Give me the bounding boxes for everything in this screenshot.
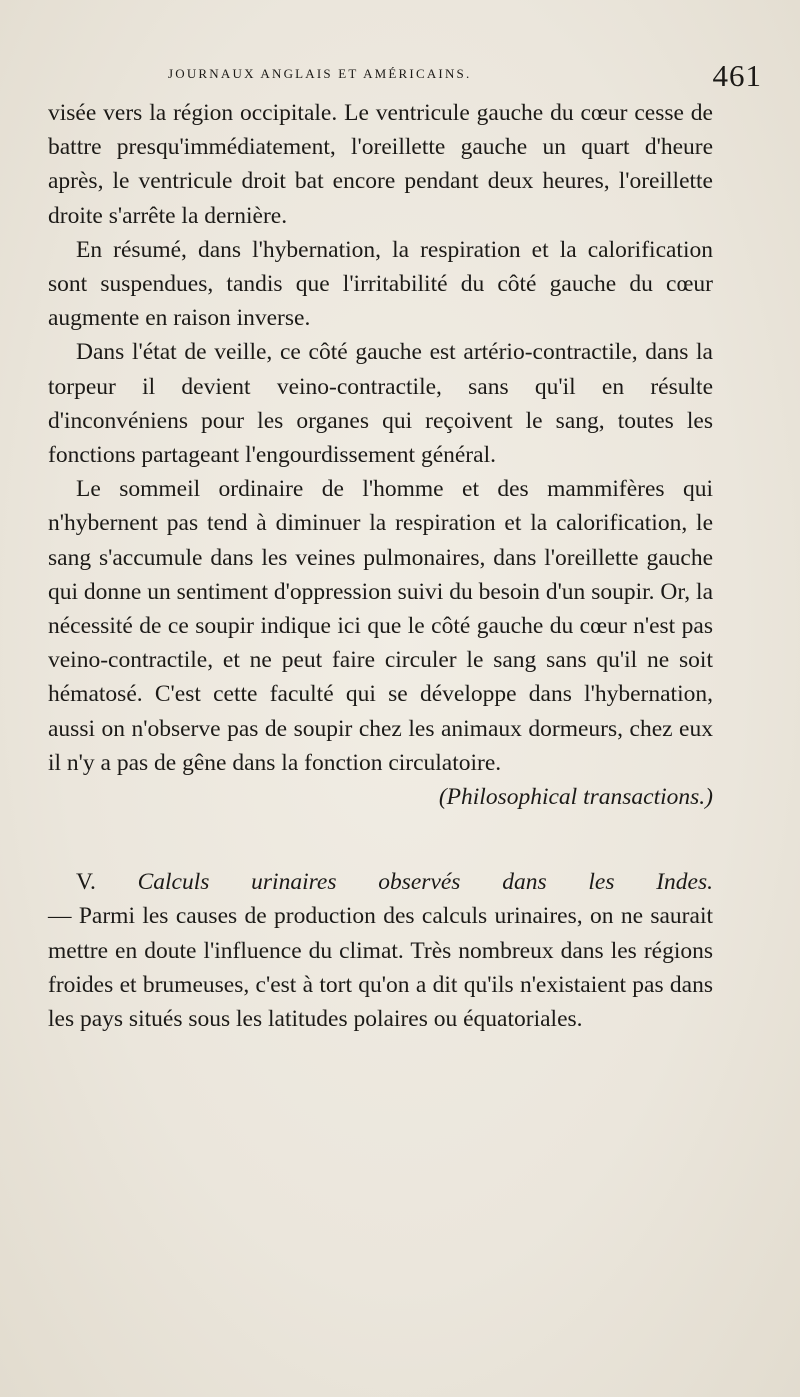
running-head: JOURNAUX ANGLAIS ET AMÉRICAINS.: [168, 66, 472, 81]
section-gap: [48, 814, 713, 865]
page-header: [48, 58, 762, 98]
body-text: [48, 96, 713, 1036]
paragraph-urinary-calculi: — Parmi les causes de production des calculs urinaires, on ne saurait mettre en doute l'influence du climat. Très nombreux dans les régions froides et brumeuses, c'est à tort qu'on a dit qu'ils n'existaient pas dans les pays situés sous les latitudes polaires ou équatoriales.: [48, 903, 713, 1033]
section-heading: [48, 865, 713, 899]
section-title: Calculs urinaires observés dans les Indes.: [137, 869, 713, 896]
paragraph-waking-state: Dans l'état de veille, ce côté gauche est artério-contractile, dans la torpeur il devient veino-contractile, sans qu'il en résulte d'inconvéniens pour les organes qui reçoivent le sang, toutes les fonctions partageant l'engourdissement général.: [48, 339, 713, 469]
paragraph-ordinary-sleep: Le sommeil ordinaire de l'homme et des mammifères qui n'hybernent pas tend à diminuer la respiration et la calorification, le sang s'accumule dans les veines pulmonaires, dans l'oreillette gauche qui donne un sentiment d'oppression suivi du besoin d'un soupir. Or, la nécessité de ce soupir indique ici que le côté gauche du cœur n'est pas veino-contractile, et ne peut faire circuler le sang sans qu'il ne soit hématosé. C'est cette faculté qui se développe dans l'hybernation, aussi on n'observe pas de soupir chez les animaux dormeurs, chez eux il n'y a pas de gêne dans la fonction circulatoire.: [48, 476, 713, 776]
citation: (Philosophical transactions.): [438, 784, 713, 811]
paragraph-summary: En résumé, dans l'hybernation, la respiration et la calorification sont suspendues, tandis que l'irritabilité du côté gauche du cœur augmente en raison inverse.: [48, 236, 713, 332]
paragraph-continued: visée vers la région occipitale. Le ventricule gauche du cœur cesse de battre presqu'immédiatement, l'oreillette gauche un quart d'heure après, le ventricule droit bat encore pendant deux heures, l'oreillette droite s'arrête la dernière.: [48, 100, 713, 229]
section-number: V.: [76, 869, 96, 896]
page-number: 461: [712, 58, 762, 93]
